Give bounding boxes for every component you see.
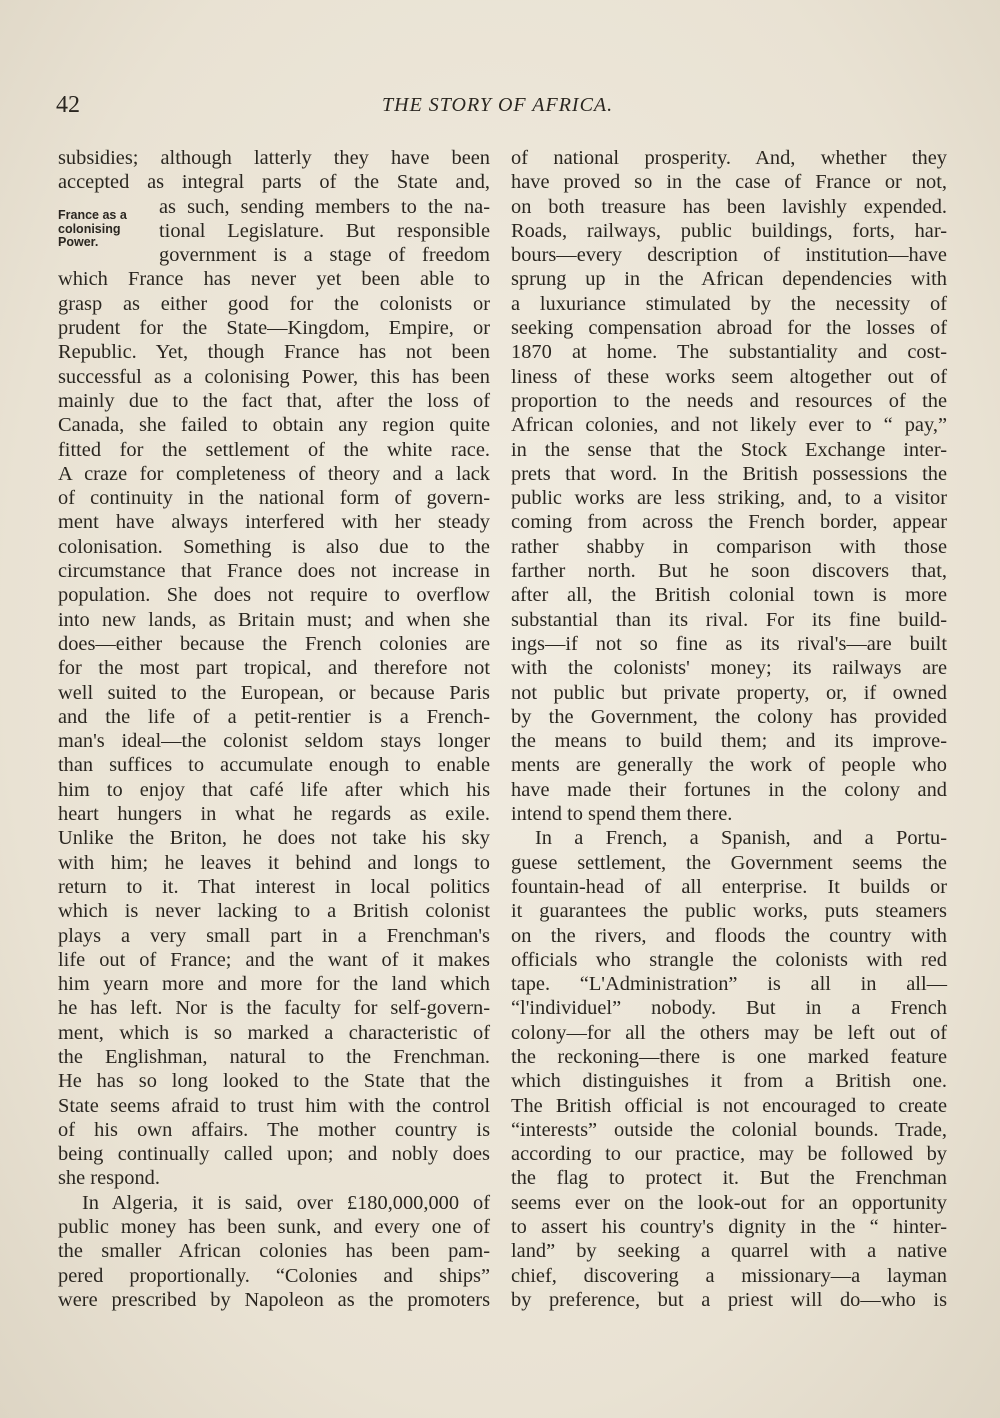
text-line: him to enjoy that café life after which his	[58, 778, 490, 801]
text-line: the means to build them; and its improve-	[511, 730, 947, 753]
text-line: the flag to protect it. But the Frenchman	[511, 1167, 947, 1190]
text-line: into new lands, as Britain must; and when she	[58, 608, 490, 631]
text-line: “interests” outside the colonial bounds. Trade,	[511, 1118, 947, 1141]
text-line: accepted as integral parts of the State and,	[58, 171, 490, 194]
text-line: State seems afraid to trust him with the control	[58, 1094, 490, 1117]
text-line: Unlike the Briton, he does not take his sky	[58, 827, 490, 850]
text-line: liness of these works seem altogether out of	[511, 365, 947, 388]
text-line: tape. “L'Administration” is all in all—	[511, 973, 947, 996]
text-line: substantial than its rival. For its fine build-	[511, 608, 947, 631]
text-line: it guarantees the public works, puts steamers	[511, 900, 947, 923]
text-line: after all, the British colonial town is more	[511, 584, 947, 607]
text-line: A craze for completeness of theory and a lack	[58, 462, 490, 485]
text-line: the smaller African colonies has been pam-	[58, 1240, 490, 1263]
text-line: In Algeria, it is said, over £180,000,000 of	[82, 1191, 490, 1214]
text-line: prudent for the State—Kingdom, Empire, or	[58, 317, 490, 340]
text-line: than suffices to accumulate enough to enable	[58, 754, 490, 777]
sidenote-line: Power.	[58, 235, 99, 249]
text-line: fountain-head of all enterprise. It builds or	[511, 875, 947, 898]
text-line: circumstance that France does not increase in	[58, 560, 490, 583]
text-line: coming from across the French border, appear	[511, 511, 947, 534]
text-line: on both treasure has been lavishly expended.	[511, 195, 947, 218]
text-line: of continuity in the national form of govern-	[58, 487, 490, 510]
text-line: seems ever on the look-out for an opportunity	[511, 1191, 947, 1214]
text-line: colony—for all the others may be left out of	[511, 1021, 947, 1044]
text-line: ings—if not so fine as its rival's—are built	[511, 632, 947, 655]
text-line: bours—every description of institution—have	[511, 244, 947, 267]
text-line: which distinguishes it from a British one.	[511, 1070, 947, 1093]
text-line: according to our practice, may be followed by	[511, 1143, 947, 1166]
text-line: with the colonists' money; its railways are	[511, 657, 947, 680]
text-line: Roads, railways, public buildings, forts, har-	[511, 219, 947, 242]
text-line: public works are less striking, and, to a visitor	[511, 487, 947, 510]
text-line: heart hungers in what he regards as exile.	[58, 803, 490, 826]
text-line: ment have always interfered with her steady	[58, 511, 490, 534]
text-line: “l'individuel” nobody. But in a French	[511, 997, 947, 1020]
text-line: by the Government, the colony has provided	[511, 705, 947, 728]
text-line: a luxuriance stimulated by the necessity of	[511, 292, 947, 315]
sidenote-line: France as a	[58, 208, 127, 222]
text-line: in the sense that the Stock Exchange inter-	[511, 438, 947, 461]
text-line: government is a stage of freedom	[159, 244, 490, 267]
text-line: public money has been sunk, and every one of	[58, 1216, 490, 1239]
text-line: well suited to the European, or because Paris	[58, 681, 490, 704]
left-column	[58, 146, 490, 1312]
text-line: does—either because the French colonies are	[58, 632, 490, 655]
text-line: not public but private property, or, if owned	[511, 681, 947, 704]
text-line: land” by seeking a quarrel with a native	[511, 1240, 947, 1263]
text-line: officials who strangle the colonists with red	[511, 948, 947, 971]
text-line: of national prosperity. And, whether they	[511, 147, 947, 169]
text-line: Canada, she failed to obtain any region quite	[58, 414, 490, 437]
text-line: the reckoning—there is one marked feature	[511, 1045, 947, 1068]
text-line: he has left. Nor is the faculty for self-govern-	[58, 997, 490, 1020]
text-line: fitted for the settlement of the white race.	[58, 438, 490, 461]
text-line: by preference, but a priest will do—who is	[511, 1288, 947, 1311]
text-line: to assert his country's dignity in the “ hinter-	[511, 1216, 947, 1239]
text-line: The British official is not encouraged to create	[511, 1094, 947, 1117]
text-line: tional Legislature. But responsible	[159, 219, 490, 242]
text-line: return to it. That interest in local politics	[58, 875, 490, 898]
text-line: prets that word. In the British possessions the	[511, 462, 947, 485]
text-line: have made their fortunes in the colony and	[511, 778, 947, 801]
text-line: pered proportionally. “Colonies and ships”	[58, 1264, 490, 1287]
text-line: which France has never yet been able to	[58, 268, 490, 291]
text-line: In a French, a Spanish, and a Portu-	[535, 827, 947, 850]
text-line: him yearn more and more for the land which	[58, 973, 490, 996]
text-line: on the rivers, and floods the country with	[511, 924, 947, 947]
page-number: 42	[56, 92, 80, 118]
text-line: subsidies; although latterly they have been	[58, 147, 490, 169]
text-line: proportion to the needs and resources of the	[511, 389, 947, 412]
text-line: the Englishman, natural to the Frenchman.	[58, 1045, 490, 1068]
text-line: being continually called upon; and nobly does	[58, 1143, 490, 1166]
text-line: man's ideal—the colonist seldom stays longer	[58, 730, 490, 753]
text-line: were prescribed by Napoleon as the promoters	[58, 1288, 490, 1311]
text-line: seeking compensation abroad for the losses of	[511, 317, 947, 340]
sidenote-line: colonising	[58, 221, 121, 236]
page-header	[56, 92, 946, 126]
running-title: THE STORY OF AFRICA.	[382, 94, 614, 116]
text-line: sprung up in the African dependencies with	[511, 268, 947, 291]
text-line: intend to spend them there.	[511, 803, 733, 826]
text-line: Republic. Yet, though France has not been	[58, 341, 490, 364]
text-line: chief, discovering a missionary—a layman	[511, 1264, 947, 1287]
text-line: He has so long looked to the State that the	[58, 1070, 490, 1093]
text-line: and the life of a petit-rentier is a French-	[58, 705, 490, 728]
text-line: as such, sending members to the na-	[159, 195, 490, 218]
text-line: with him; he leaves it behind and longs to	[58, 851, 490, 874]
text-line: farther north. But he soon discovers that,	[511, 560, 947, 583]
text-line: rather shabby in comparison with those	[511, 535, 947, 558]
text-line: guese settlement, the Government seems the	[511, 851, 947, 874]
text-line: 1870 at home. The substantiality and cost-	[511, 341, 947, 364]
text-line: she respond.	[58, 1167, 160, 1190]
text-line: for the most part tropical, and therefore not	[58, 657, 490, 680]
text-line: ment, which is so marked a characteristic of	[58, 1021, 490, 1044]
text-line: mainly due to the fact that, after the loss of	[58, 389, 490, 412]
text-line: successful as a colonising Power, this has been	[58, 365, 490, 388]
text-line: have proved so in the case of France or not,	[511, 171, 947, 194]
text-line: ments are generally the work of people who	[511, 754, 947, 777]
right-column	[511, 146, 947, 1312]
text-line: African colonies, and not likely ever to “ pay,”	[511, 414, 947, 437]
text-line: colonisation. Something is also due to the	[58, 535, 490, 558]
text-line: population. She does not require to overflow	[58, 584, 490, 607]
text-line: grasp as either good for the colonists or	[58, 292, 490, 315]
text-line: plays a very small part in a Frenchman's	[58, 924, 490, 947]
text-line: life out of France; and the want of it makes	[58, 948, 490, 971]
text-line: of his own affairs. The mother country is	[58, 1118, 490, 1141]
text-line: which is never lacking to a British colonist	[58, 900, 490, 923]
